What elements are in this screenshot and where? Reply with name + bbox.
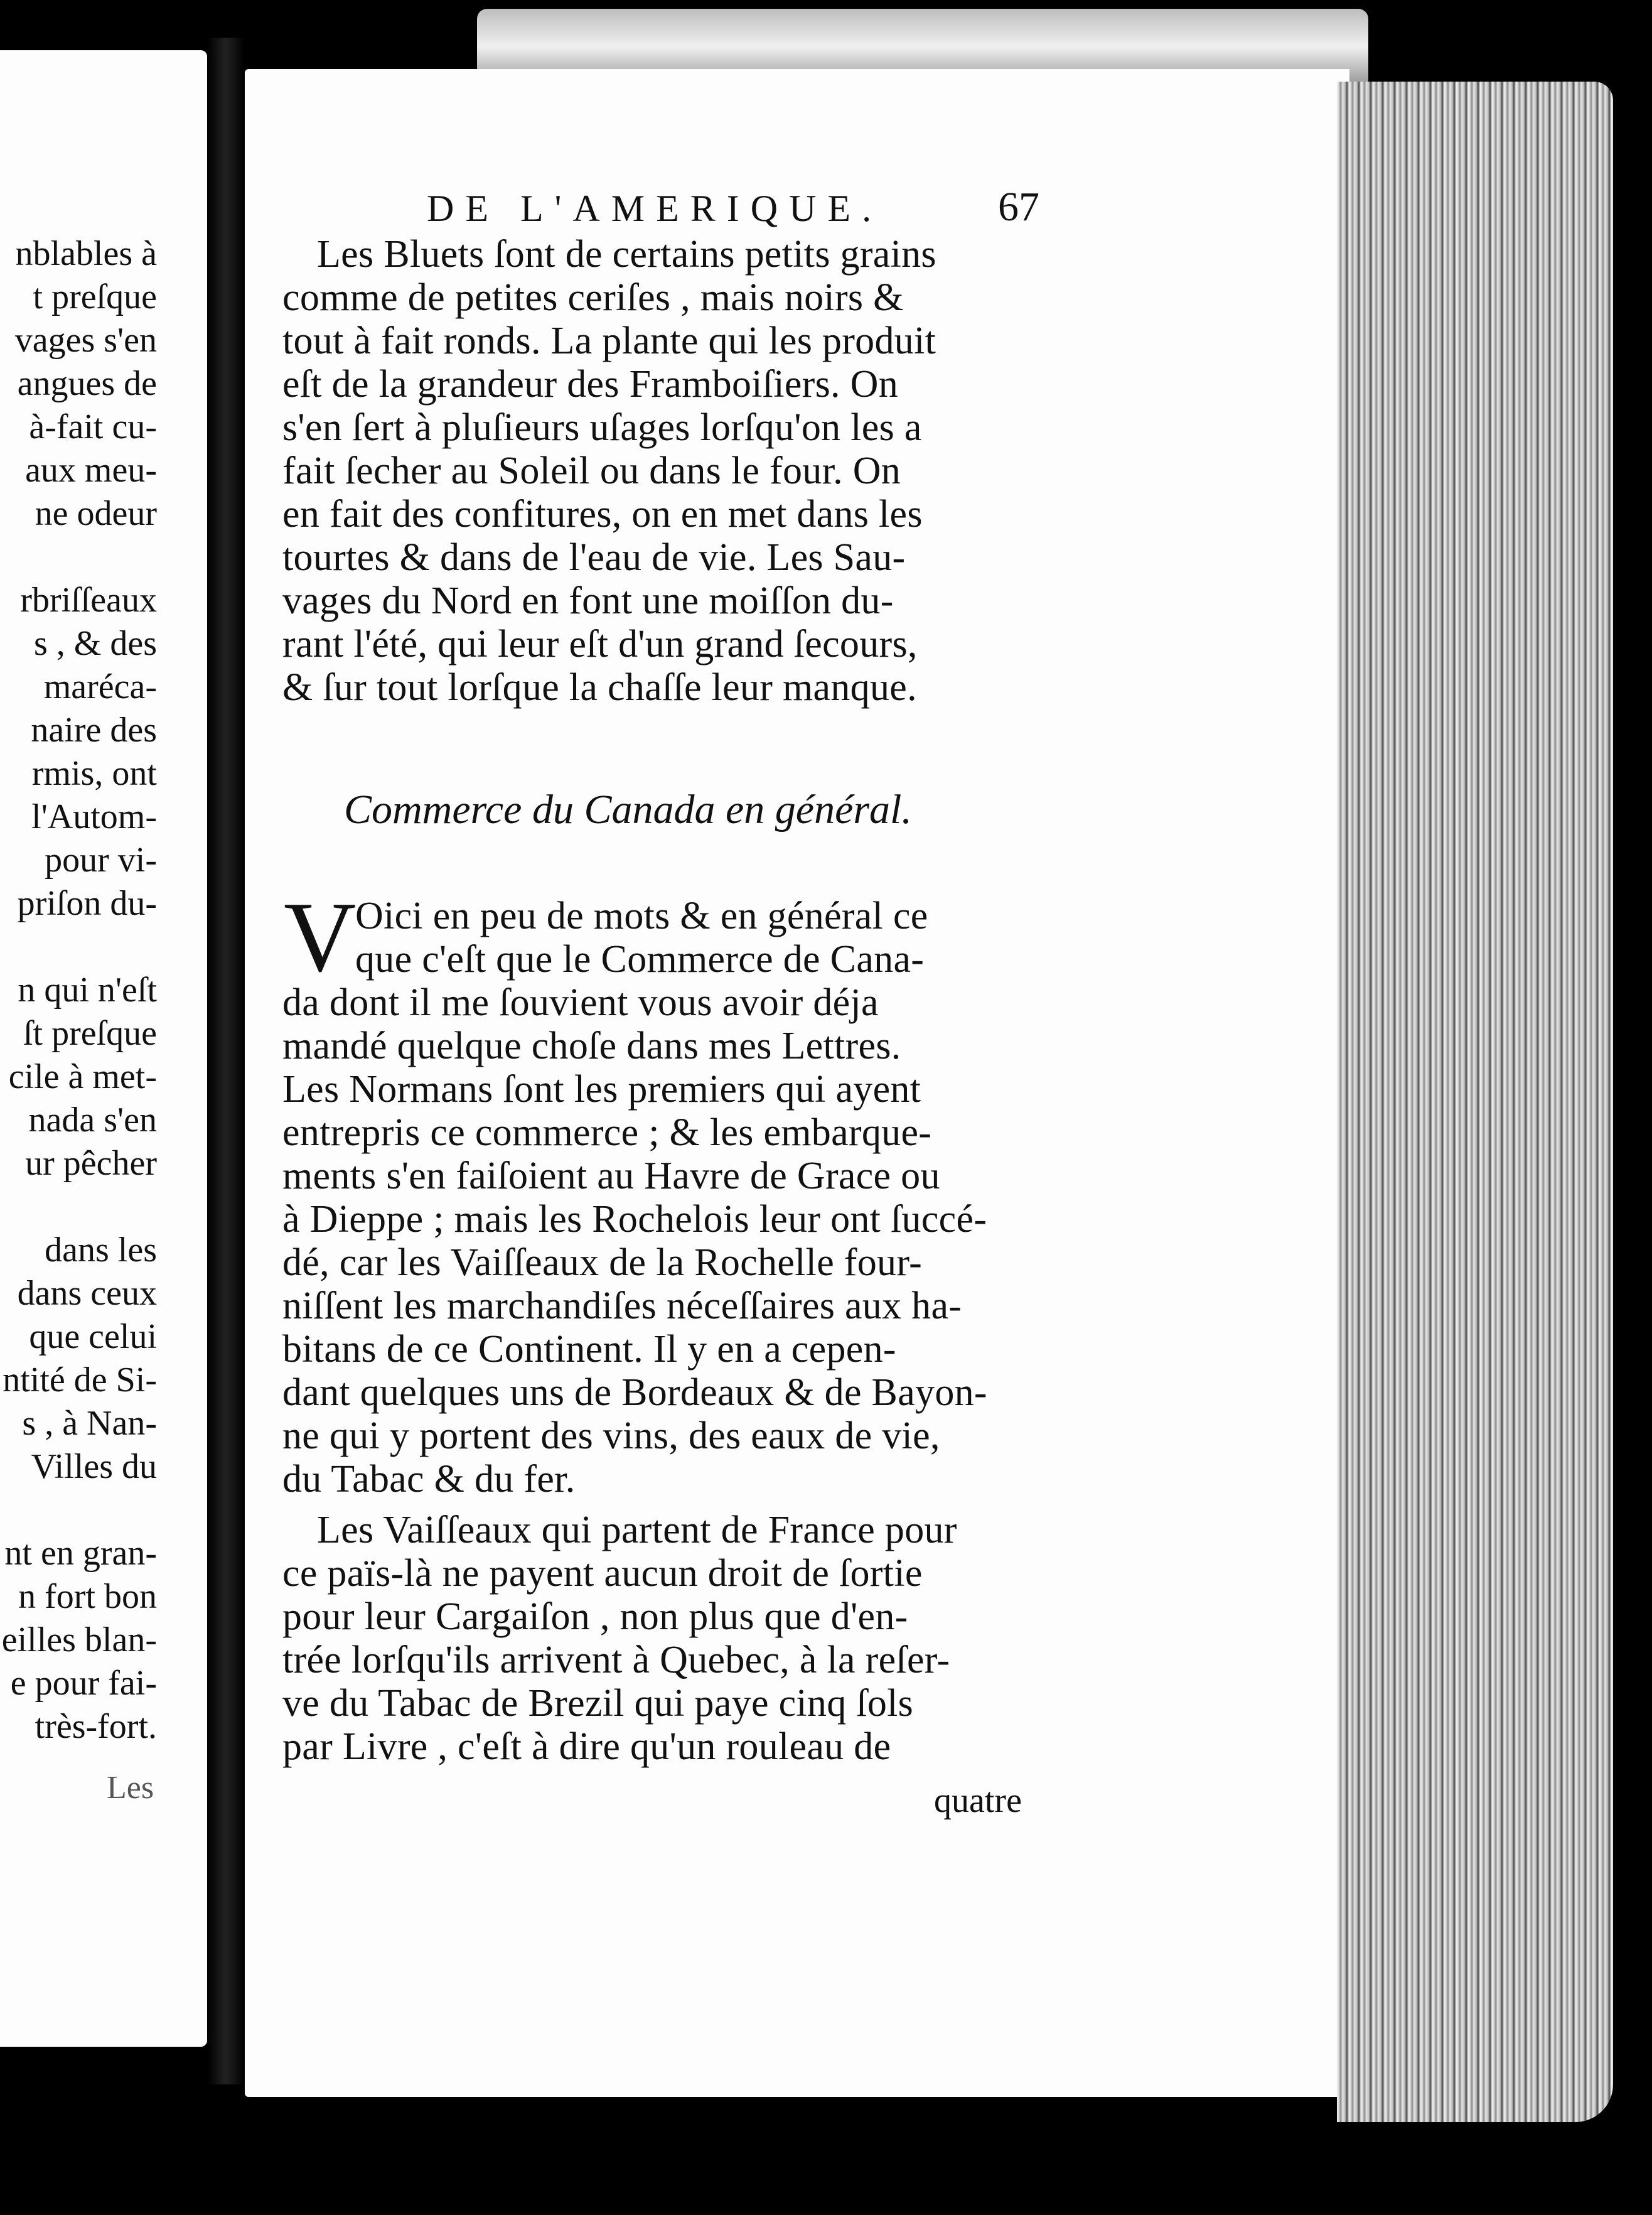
- text-line: entrepris ce commerce ; & les embarque-: [282, 1111, 932, 1154]
- left-text-line: ne odeur: [35, 494, 157, 533]
- text-line: Les Bluets ſont de certains petits grains: [317, 233, 936, 276]
- left-text-line: s , à Nan-: [22, 1404, 157, 1443]
- text-line: bitans de ce Continent. Il y en a cepen-: [282, 1328, 896, 1371]
- left-text-line: l'Autom-: [31, 797, 157, 836]
- text-line: à Dieppe ; mais les Rochelois leur ont ſuccé-: [282, 1198, 987, 1241]
- left-text-line: priſon du-: [17, 884, 157, 923]
- left-text-line: aux meu-: [25, 451, 157, 490]
- left-text-line: dans ceux: [17, 1274, 157, 1313]
- text-line: ments s'en faiſoient au Havre de Grace ou: [282, 1155, 940, 1197]
- left-text-line: nada s'en: [28, 1101, 157, 1140]
- text-line: par Livre , c'eſt à dire qu'un rouleau de: [282, 1725, 891, 1768]
- left-text-line: très-fort.: [35, 1707, 157, 1746]
- page-edges: [1337, 82, 1613, 2122]
- text-line: rant l'été, qui leur eſt d'un grand ſecours,: [282, 623, 918, 666]
- text-line: Les Vaiſſeaux qui partent de France pour: [317, 1509, 957, 1551]
- text-line: & ſur tout lorſque la chaſſe leur manque.: [282, 666, 917, 709]
- left-text-line: angues de: [17, 364, 157, 403]
- left-text-line: rmis, ont: [31, 754, 157, 793]
- left-catchword: Les: [107, 1770, 154, 1806]
- text-line: Oici en peu de mots & en général ce: [355, 895, 928, 937]
- catchword: quatre: [934, 1781, 1022, 1820]
- left-text-line: naire des: [31, 711, 157, 750]
- left-text-line: pour vi-: [45, 841, 157, 880]
- left-text-line: rbriſſeaux: [20, 581, 157, 620]
- text-line: ce païs-là ne payent aucun droit de ſortie: [282, 1552, 923, 1595]
- left-text-line: t preſque: [33, 278, 157, 316]
- left-text-line: ſt preſque: [23, 1014, 157, 1053]
- left-text-line: maréca-: [43, 667, 157, 706]
- left-text-line: cile à met-: [8, 1057, 157, 1096]
- text-line: dant quelques uns de Bordeaux & de Bayon-: [282, 1371, 987, 1414]
- left-text-line: eilles blan-: [1, 1620, 157, 1659]
- text-line: da dont il me ſouvient vous avoir déja: [282, 981, 879, 1024]
- text-line: comme de petites ceriſes , mais noirs &: [282, 276, 904, 319]
- text-line: dé, car les Vaiſſeaux de la Rochelle four-: [282, 1241, 923, 1284]
- left-text-line: ur pêcher: [25, 1144, 157, 1183]
- left-text-line: vages s'en: [14, 321, 157, 360]
- text-line: eſt de la grandeur des Framboiſiers. On: [282, 363, 899, 406]
- running-title: DE L'AMERIQUE.: [427, 188, 883, 229]
- text-line: que c'eſt que le Commerce de Cana-: [355, 938, 925, 981]
- text-line: s'en ſert à pluſieurs uſages lorſqu'on les a: [282, 406, 922, 449]
- text-line: ne qui y portent des vins, des eaux de vie,: [282, 1415, 940, 1457]
- drop-cap: V: [284, 881, 357, 993]
- left-text-line: n qui n'eſt: [18, 971, 157, 1010]
- left-text-line: que celui: [29, 1317, 157, 1356]
- book-gutter: [207, 38, 245, 2084]
- section-title: Commerce du Canada en général.: [344, 787, 912, 833]
- text-line: ve du Tabac de Brezil qui paye cinq ſols: [282, 1682, 914, 1725]
- left-text-line: ntité de Si-: [3, 1361, 157, 1399]
- text-line: Les Normans ſont les premiers qui ayent: [282, 1068, 921, 1111]
- text-line: trée lorſqu'ils arrivent à Quebec, à la reſer-: [282, 1639, 950, 1681]
- left-text-line: Villes du: [31, 1447, 157, 1486]
- text-line: tout à fait ronds. La plante qui les produit: [282, 320, 936, 362]
- text-line: du Tabac & du fer.: [282, 1458, 576, 1501]
- left-text-line: dans les: [45, 1231, 157, 1269]
- text-line: niſſent les marchandiſes néceſſaires aux ha-: [282, 1285, 962, 1327]
- text-line: pour leur Cargaiſon , non plus que d'en-: [282, 1595, 908, 1638]
- page-number: 67: [998, 184, 1039, 230]
- text-line: en fait des confitures, on en met dans les: [282, 493, 923, 536]
- left-text-line: nblables à: [15, 234, 157, 273]
- left-text-line: n fort bon: [18, 1577, 157, 1616]
- left-text-line: e pour fai-: [10, 1664, 157, 1703]
- text-line: tourtes & dans de l'eau de vie. Les Sau-: [282, 536, 906, 579]
- left-text-line: nt en gran-: [4, 1534, 157, 1573]
- left-text-line: à-fait cu-: [29, 407, 157, 446]
- left-text-line: s , & des: [34, 624, 157, 663]
- text-line: mandé quelque choſe dans mes Lettres.: [282, 1025, 901, 1067]
- text-line: fait ſecher au Soleil ou dans le four. On: [282, 450, 901, 492]
- text-line: vages du Nord en font une moiſſon du-: [282, 579, 894, 622]
